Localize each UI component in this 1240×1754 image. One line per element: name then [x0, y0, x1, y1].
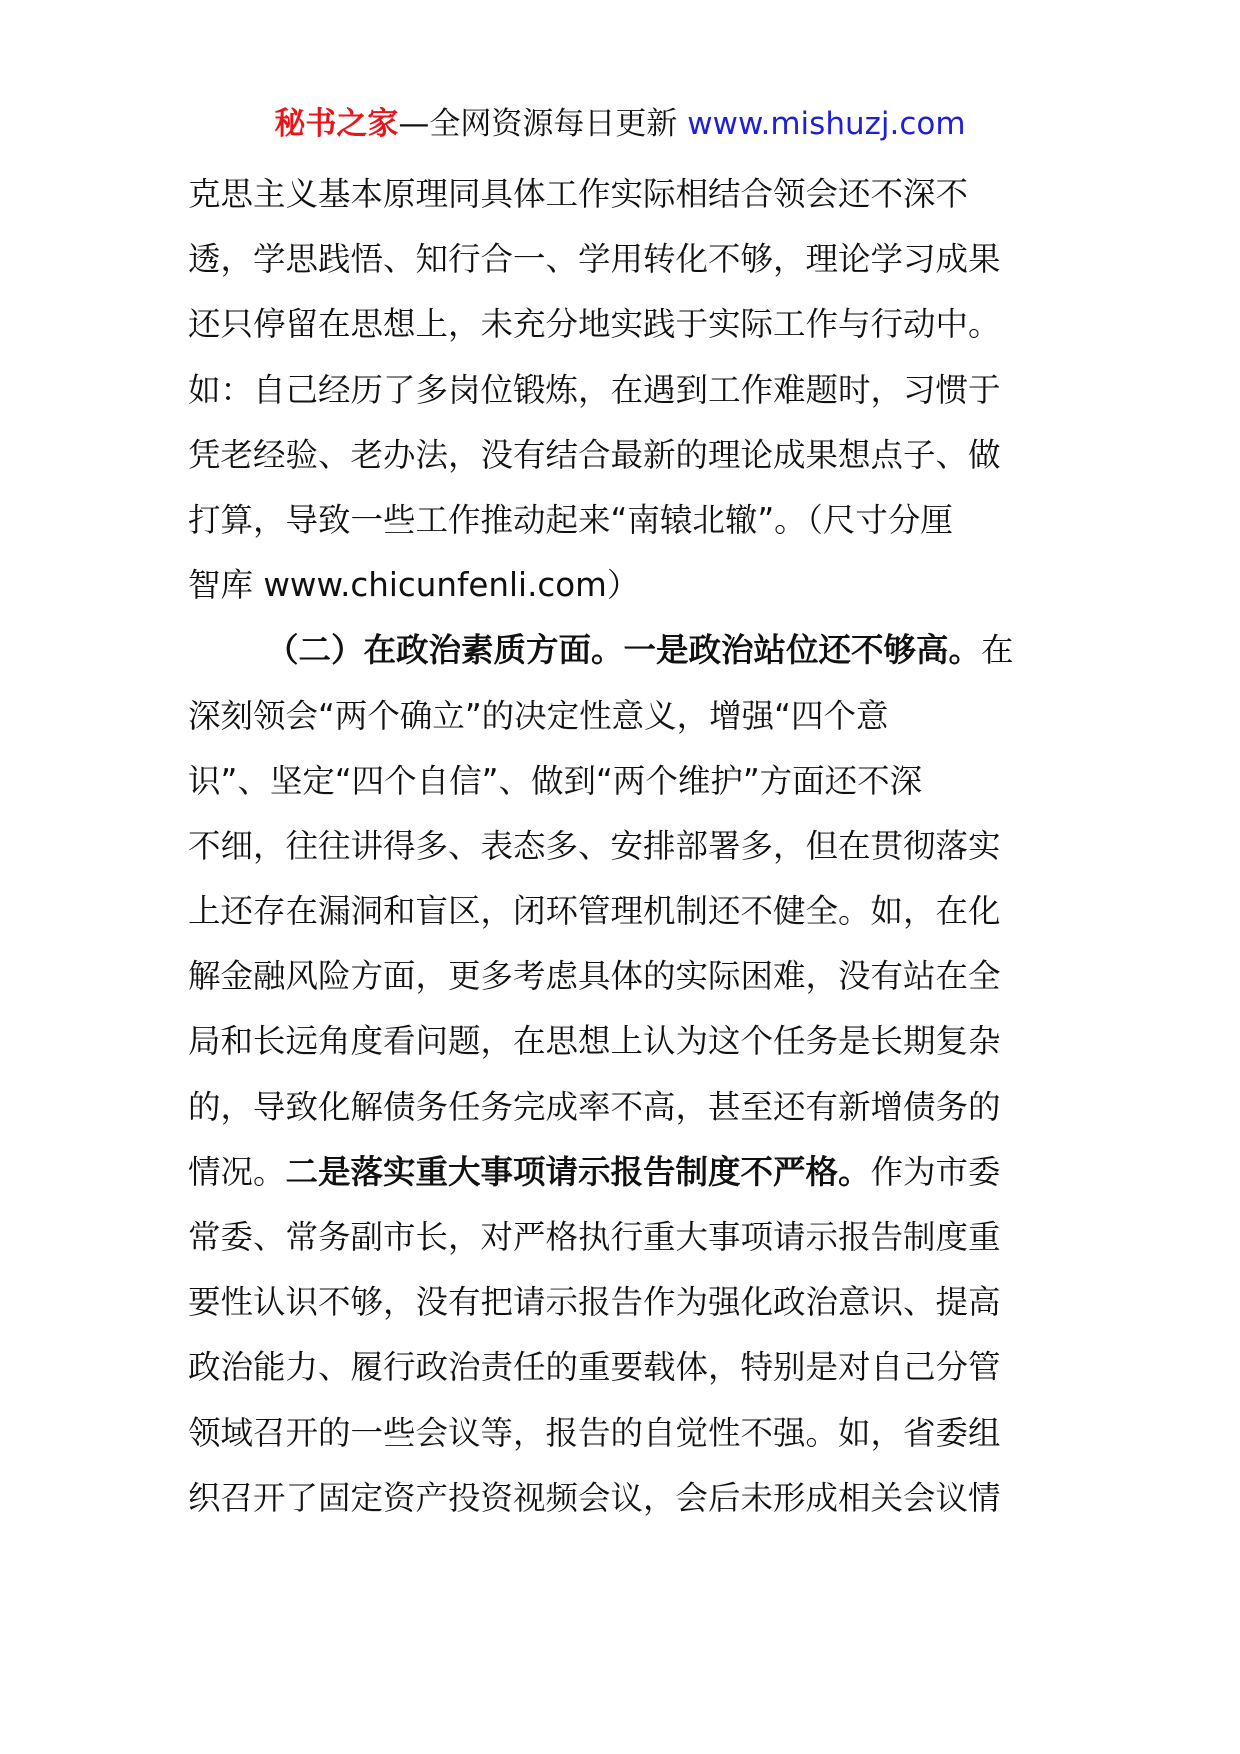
text-line: 识”、坚定“四个自信”、做到“两个维护”方面还不深	[188, 761, 923, 800]
text-line: 还只停留在思想上，未充分地实践于实际工作与行动中。	[188, 305, 1001, 344]
brand-name: 秘书之家	[274, 106, 399, 142]
section-heading-line	[188, 618, 1040, 683]
page-header	[0, 100, 1240, 148]
text-line: 局和长远角度看问题，在思想上认为这个任务是长期复杂	[188, 1022, 1001, 1061]
text-line: 智库 www.chicunfenli.com）	[188, 566, 640, 605]
text-fragment: 作为市委	[870, 1152, 1001, 1191]
text-line: 要性认识不够，没有把请示报告作为强化政治意识、提高	[188, 1283, 1001, 1322]
text-line: 克思主义基本原理同具体工作实际相结合领会还不深不	[188, 175, 969, 213]
text-line: 透，学思践悟、知行合一、学用转化不够，理论学习成果	[188, 240, 1001, 279]
text-line: 常委、常务副市长，对严格执行重大事项请示报告制度重	[188, 1218, 1001, 1256]
subheading-line	[188, 1140, 1040, 1205]
text-line: 凭老经验、老办法，没有结合最新的理论成果想点子、做	[188, 435, 1001, 474]
text-line: 深刻领会“两个确立”的决定性意义，增强“四个意	[188, 696, 889, 735]
text-fragment: 情况。	[188, 1152, 286, 1191]
text-line: 政治能力、履行政治责任的重要载体，特别是对自己分管	[188, 1348, 1001, 1387]
text-fragment: 在	[981, 631, 1014, 670]
text-line: 解金融风险方面，更多考虑具体的实际困难，没有站在全	[188, 957, 1001, 996]
subheading: 二是落实重大事项请示报告制度不严格。	[285, 1152, 871, 1191]
text-line: 如：自己经历了多岗位锻炼，在遇到工作难题时，习惯于	[188, 370, 1001, 409]
text-line: 领域召开的一些会议等，报告的自觉性不强。如，省委组	[188, 1413, 1001, 1452]
text-line: 的，导致化解债务任务完成率不高，甚至还有新增债务的	[188, 1087, 1001, 1126]
header-slogan: —全网资源每日更新	[398, 106, 678, 142]
text-line: 打算，导致一些工作推动起来“南辕北辙”。（尺寸分厘	[188, 500, 953, 539]
text-line: 上还存在漏洞和盲区，闭环管理机制还不健全。如，在化	[188, 892, 1001, 931]
site-url-link[interactable]: www.mishuzj.com	[687, 106, 966, 142]
document-body	[188, 162, 1040, 1531]
text-line: 织召开了固定资产投资视频会议，会后未形成相关会议情	[188, 1478, 1001, 1517]
text-line: 不细，往往讲得多、表态多、安排部署多，但在贯彻落实	[188, 826, 1001, 865]
section-heading: （二）在政治素质方面。一是政治站位还不够高。	[266, 631, 982, 670]
